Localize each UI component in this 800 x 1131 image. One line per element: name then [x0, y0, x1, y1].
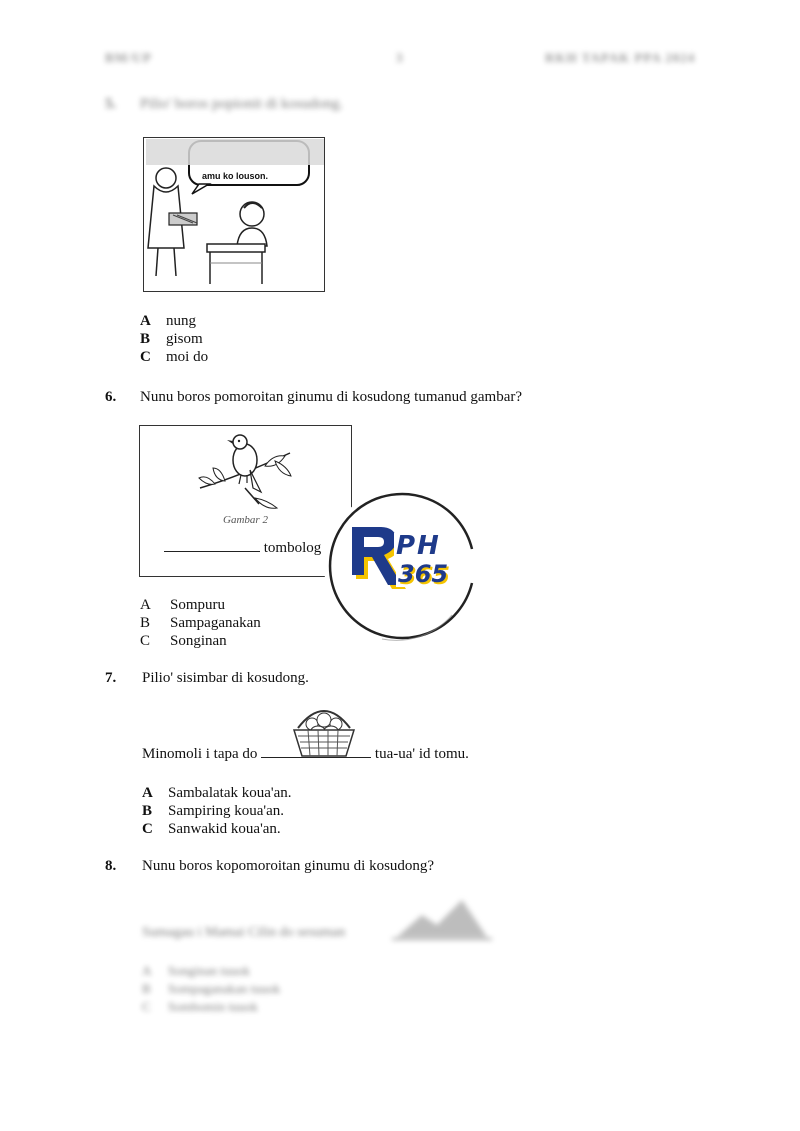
q7-option-c[interactable]: C Sanwakid koua'an. — [142, 821, 281, 837]
q5-option-c[interactable]: C moi do — [140, 349, 209, 365]
q8-option-a[interactable]: A Songinan tuuok — [142, 963, 250, 978]
q5-options — [140, 312, 208, 366]
teacher-student-illustration — [144, 138, 324, 291]
q6-prompt: Nunu boros pomoroitan ginumu di kosudong tumanud gambar? — [140, 389, 523, 405]
q7-number: 7. — [105, 670, 117, 686]
rph365-watermark — [322, 487, 480, 645]
q5-option-a[interactable]: A nung — [140, 313, 196, 329]
q5-prompt: Pilio' boros popionit di kosudong. — [140, 96, 344, 112]
q6-options — [140, 596, 261, 650]
q6-blank[interactable] — [164, 539, 260, 552]
q6-sentence — [164, 539, 321, 557]
q8-prompt: Nunu boros kopomoroitan ginumu di kosudong? — [142, 858, 435, 874]
q8-option-b[interactable]: B Sompaganakan tuuok — [142, 981, 281, 996]
q7-prompt: Pilio' sisimbar di kosudong. — [142, 670, 309, 686]
q8-number: 8. — [105, 858, 117, 874]
q7-sentence — [142, 745, 469, 763]
bird-on-branch-icon — [195, 428, 295, 513]
q8-option-c[interactable]: C Sombomin tuuok — [142, 999, 258, 1014]
q8-picture-icon — [392, 885, 492, 941]
q5-number: 5. — [105, 96, 117, 112]
q6-option-c[interactable]: C Songinan — [140, 633, 227, 649]
q6-number: 6. — [105, 389, 117, 405]
q6-caption: Gambar 2 — [223, 514, 268, 526]
q7-sentence-start: Minomoli i tapa do — [142, 746, 258, 762]
q7-option-b[interactable]: B Sampiring koua'an. — [142, 803, 285, 819]
q6-option-a[interactable]: A Sompuru — [140, 597, 226, 613]
watermark-ph-text: PH — [396, 531, 441, 561]
q6-option-b[interactable]: B Sampaganakan — [140, 615, 261, 631]
q7-sentence-end: tua-ua' id tomu. — [374, 746, 469, 762]
q8-options — [142, 962, 280, 1016]
q7-options — [142, 784, 292, 838]
q5-option-b[interactable]: B gisom — [140, 331, 203, 347]
q8-sentence: Sumagau i Mamai Cilin do sesuman — [142, 925, 346, 940]
header-left: BM/UP — [105, 50, 152, 65]
q7-blank[interactable] — [261, 745, 371, 758]
q5-speech-bubble-text: amu ko louson. — [202, 171, 269, 181]
q6-picture-frame — [139, 425, 352, 577]
watermark-365-text: 365 — [398, 560, 449, 588]
q5-illustration — [143, 137, 325, 292]
header-page-number: 3 — [396, 50, 404, 65]
q6-blank-suffix: tombolog — [263, 540, 322, 556]
header-right: RKH TAPAK PPA 2024 — [545, 50, 696, 65]
q7-option-a[interactable]: A Sambalatak koua'an. — [142, 785, 292, 801]
